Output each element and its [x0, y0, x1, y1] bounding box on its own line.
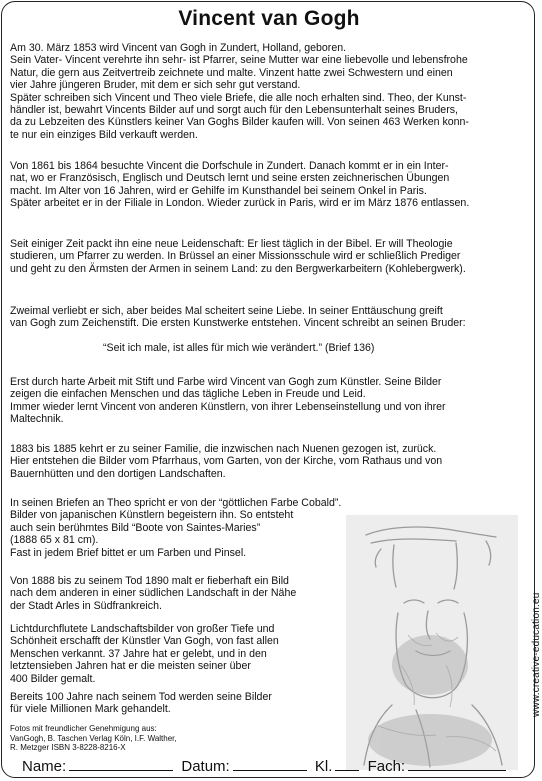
text-line: Später arbeitet er in der Filiale in London. Wieder zurück in Paris, wird er im März 1876 entlassen.	[10, 197, 470, 210]
self-portrait-sketch-icon	[346, 515, 518, 770]
text-line: Am 30. März 1853 wird Vincent van Gogh in Zundert, Holland, geboren.	[10, 42, 347, 54]
class-blank[interactable]	[335, 758, 359, 771]
credit-line: VanGogh, B. Taschen Verlag Köln, I.F. Walther,	[10, 733, 177, 743]
credit-line: R. Metzger ISBN 3-8228-8216-X	[10, 743, 126, 752]
text-line: letztensieben Jahren hat er die meisten seiner über	[10, 660, 251, 673]
paragraph-theology	[10, 238, 466, 275]
text-line: Später schreiben sich Vincent und Theo viele Briefe, die alle noch erhalten sind. Theo, der Kunst-	[10, 91, 467, 104]
text-line: Zweimal verliebt er sich, aber beides Mal scheitert seine Liebe. In seiner Enttäuschung greift	[10, 305, 443, 317]
text-line: nach dem anderen in einer südlichen Landschaft in der Nähe	[10, 587, 297, 600]
paragraph-nuenen	[10, 443, 442, 480]
text-line: händler ist, bewahrt Vincents Bilder auf und sorgt auch für den Lebensunterhalt seines Bruders,	[10, 104, 458, 117]
text-line: auch sein berühmtes Bild “Boote von Saintes-Maries”	[10, 521, 261, 534]
text-line: Sein Vater- Vincent verehrte ihn sehr- ist Pfarrer, seine Mutter war eine liebevolle und lebensfrohe	[10, 54, 468, 67]
text-line: In seinen Briefen an Theo spricht er von der “göttlichen Farbe Cobald”.	[10, 497, 342, 509]
text-line: Von 1861 bis 1864 besuchte Vincent die Dorfschule in Zundert. Danach kommt er in ein Inter-	[10, 160, 449, 172]
paragraph-arles	[10, 575, 296, 612]
name-blank[interactable]	[69, 758, 173, 771]
text-line: macht. Im Alter von 16 Jahren, wird er Gehilfe im Kunsthandel bei seinem Onkel in Paris.	[10, 184, 427, 197]
date-label: Datum:	[181, 758, 230, 775]
text-line: da zu Lebzeiten des Künstlers keiner Van Goghs Bilder kaufen will. Von seinen 463 Werken konn-	[10, 116, 469, 129]
text-line: Bereits 100 Jahre nach seinem Tod werden seine Bilder	[10, 691, 272, 703]
text-line: der Stadt Arles in Südfrankreich.	[10, 599, 162, 612]
page-title: Vincent van Gogh	[178, 7, 360, 30]
paragraph-birth-family	[10, 42, 469, 141]
text-line: Maltechnik.	[10, 413, 64, 426]
text-line: 1883 bis 1885 kehrt er zu seiner Familie, die inzwischen nach Nuenen gezogen ist, zurück.	[10, 443, 437, 455]
text-line: Schönheit erschafft der Künstler Van Gogh, von fast allen	[10, 635, 279, 648]
subject-blank[interactable]	[408, 758, 506, 771]
name-label: Name:	[22, 758, 67, 775]
text-line: Erst durch harte Arbeit mit Stift und Farbe wird Vincent van Gogh zum Künstler. Seine Bilder	[10, 376, 442, 388]
text-line: Lichtdurchflutete Landschaftsbilder von großer Tiefe und	[10, 623, 275, 635]
text-line: Immer wieder lernt Vincent von anderen Künstlern, von ihrer Lebenseinstellung und von ihrer	[10, 400, 446, 413]
text-line: 400 Bilder gemalt.	[10, 672, 96, 685]
photo-credit	[10, 724, 177, 753]
portrait-sketch-image	[346, 515, 518, 770]
text-line: Bauernhütten und den dortigen Landschaften.	[10, 467, 226, 480]
paragraph-legacy	[10, 623, 279, 685]
text-line: Natur, die gern aus Zeitvertreib zeichnete und malte. Vinzent hatte zwei Schwestern und einen	[10, 66, 453, 79]
paragraph-value	[10, 691, 272, 716]
credit-line: Fotos mit freundlicher Genehmigung aus:	[10, 724, 157, 733]
class-label: Kl.	[314, 758, 333, 775]
paragraph-letters	[10, 497, 341, 559]
text-line: Fast in jedem Brief bittet er um Farben und Pinsel.	[10, 546, 247, 559]
website-url-vertical: www.creative-education.eu	[531, 592, 542, 717]
text-line: Hier entstehen die Bilder vom Pfarrhaus, vom Garten, von der Kirche, vom Rathaus und von	[10, 455, 443, 468]
letter-quote: “Seit ich male, ist alles für mich wie verändert.” (Brief 136)	[103, 342, 375, 354]
text-line: zeigen die einfachen Menschen und das tägliche Leben in Freude und Leid.	[10, 388, 366, 401]
text-line: te nur ein einziges Bild verkauft werden.	[10, 128, 198, 141]
text-line: van Gogh zum Zeichenstift. Die ersten Kunstwerke entstehen. Vincent schreibt an seinen Bruder:	[10, 317, 466, 330]
text-line: für viele Millionen Mark gehandelt.	[10, 703, 171, 716]
paragraph-artist	[10, 376, 446, 426]
text-line: Bilder von japanischen Künstlern begeistern ihn. So entsteht	[10, 509, 294, 522]
subject-label: Fach:	[367, 758, 406, 775]
date-blank[interactable]	[233, 758, 307, 771]
text-line: Menschen verkannt. 37 Jahre hat er gelebt, und in den	[10, 647, 267, 660]
paragraph-school-years	[10, 160, 469, 210]
text-line: studieren, um Pfarrer zu werden. In Brüssel an einer Missionsschule wird er schließlich Prediger	[10, 250, 461, 263]
text-line: Von 1888 bis zu seinem Tod 1890 malt er fieberhaft ein Bild	[10, 575, 289, 587]
student-info-fields	[22, 758, 510, 775]
text-line: und geht zu den Ärmsten der Armen in seinem Land: zu den Bergwerkarbeitern (Kohlebergwerk).	[10, 262, 466, 275]
paragraph-love	[10, 305, 466, 330]
text-line: (1888 65 x 81 cm).	[10, 534, 99, 547]
text-line: nat, wo er Französisch, Englisch und Deutsch lernt und seine ersten zeichnerischen Übungen	[10, 172, 450, 185]
text-line: Seit einiger Zeit packt ihn eine neue Leidenschaft: Er liest täglich in der Bibel. Er will Theologie	[10, 238, 453, 250]
text-line: vier Jahre jüngeren Bruder, mit dem er sich sehr gut verstand.	[10, 79, 301, 92]
